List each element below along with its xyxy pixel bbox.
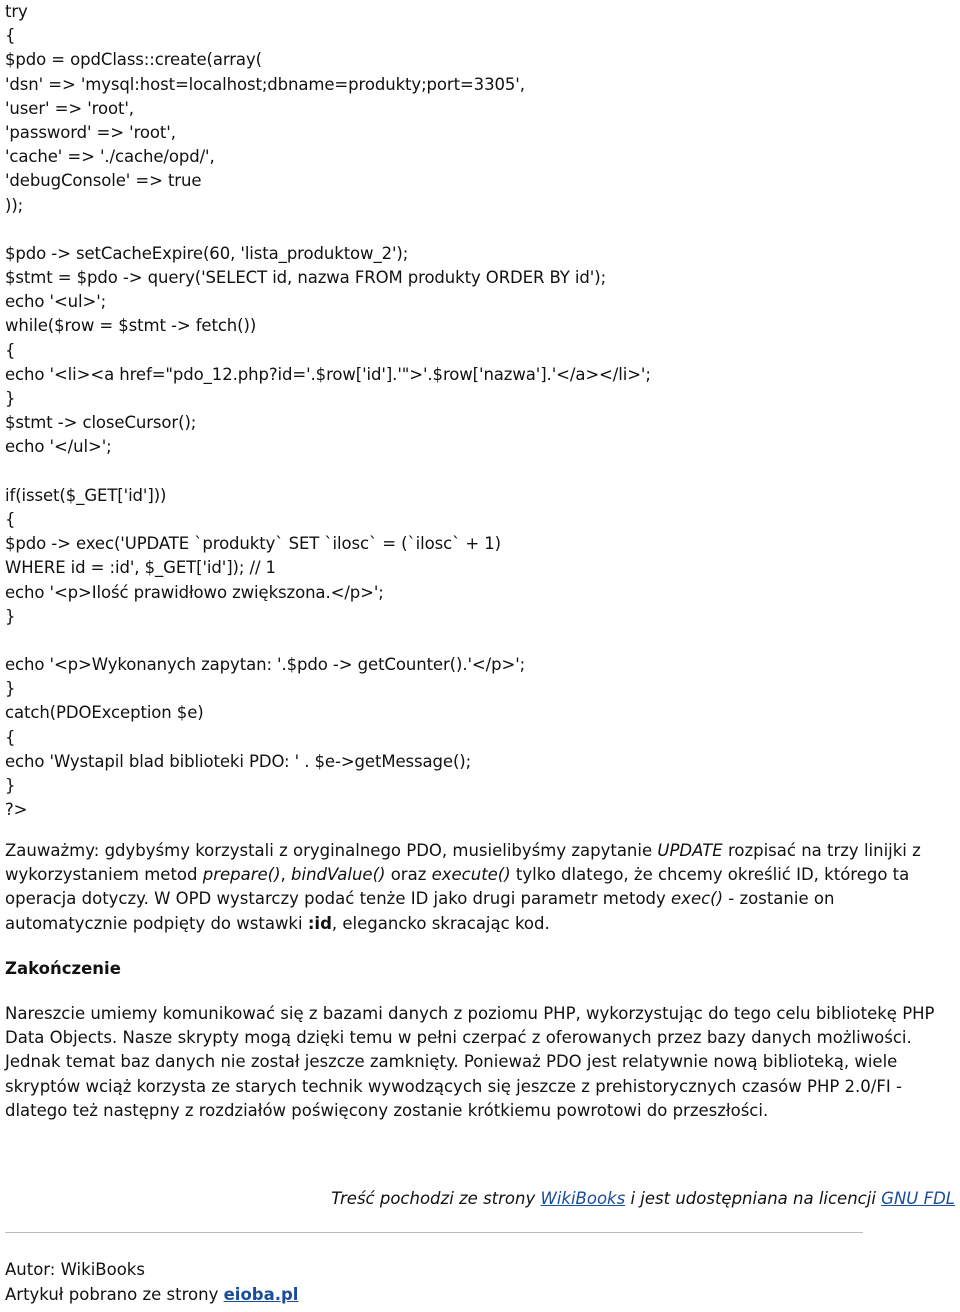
code-line: echo '<ul>'; [5,292,107,312]
gnu-fdl-link[interactable]: GNU FDL [881,1189,955,1208]
code-line: echo '</ul>'; [5,437,112,457]
code-line: { [5,509,16,529]
code-line: echo '<p>Wykonanych zapytan: '.$pdo -> getCounter().'</p>'; [5,655,526,675]
note-keyword-update: UPDATE [657,841,723,860]
license-prefix: Treść pochodzi ze strony [331,1189,541,1208]
note-paragraph [5,839,955,936]
note-text: Zauważmy: gdybyśmy korzystali z oryginalnego PDO, musielibyśmy zapytanie [5,841,658,860]
section-heading: Zakończenie [5,959,121,978]
code-line: } [5,389,16,408]
wikibooks-link[interactable]: WikiBooks [540,1189,626,1208]
code-line: 'user' => 'root', [5,98,134,118]
author-credit: Autor: WikiBooks [5,1260,145,1279]
code-line: catch(PDOException $e) [5,703,204,723]
code-line: { [5,340,16,360]
code-line: $stmt -> closeCursor(); [5,413,197,433]
note-text: , [280,865,292,885]
code-line: WHERE id = :id', $_GET['id']); // 1 [5,558,276,578]
conclusion-paragraph: Nareszcie umiemy komunikować się z bazami danych z poziomu PHP, wykorzystując do tego celu bibliotekę PHP Data Objects. Nasze skrypty mogą dzięki temu w pełni czerpać z oferowanych przez bazy danych możliwości. Jednak temat baz danych nie został jeszcze zamknięty. Ponieważ PDO jest relatywnie nową biblioteką, wiele skryptów wciąż korzysta ze starych technik wywodzących się jeszcze z prehistorycznych czasów PHP 2.0/FI - dlatego też następny z rozdziałów poświęcony zostanie krótkiemu powrotowi do przeszłości. [5,1004,935,1120]
code-line: } [5,606,16,626]
note-method-execute: execute() [431,865,511,885]
footer-divider [5,1232,863,1233]
code-line: try [5,2,28,21]
license-note [331,1187,955,1211]
code-line: echo '<li><a href="pdo_12.php?id='.$row['id'].'">'.$row['nazwa'].'</a></li>'; [5,364,651,384]
note-method-bindvalue: bindValue() [291,865,386,885]
code-line: 'password' => 'root', [5,122,176,142]
eioba-link[interactable]: eioba.pl [223,1285,299,1304]
code-line: } [5,776,16,795]
code-line: 'dsn' => 'mysql:host=localhost;dbname=produkty;port=3305', [5,74,525,94]
code-line: if(isset($_GET['id'])) [5,485,167,505]
code-line: $pdo = opdClass::create(array( [5,50,262,70]
code-line: $stmt = $pdo -> query('SELECT id, nazwa FROM produkty ORDER BY id'); [5,268,607,288]
code-line: )); [5,195,24,215]
code-line [5,460,955,484]
code-line: { [5,727,16,747]
note-text: - zostanie on automatycznie podpięty do wstawki [5,889,835,933]
note-method-exec: exec() [671,889,724,909]
code-line: { [5,26,16,46]
code-line: 'cache' => './cache/opd/', [5,147,215,167]
note-text: , elegancko skracając kod. [331,913,550,933]
source-credit [5,1283,298,1307]
source-credit-prefix: Artykuł pobrano ze strony [5,1285,224,1304]
note-method-prepare: prepare() [202,865,281,885]
code-line: echo 'Wystapil blad biblioteki PDO: ' . $e->getMessage(); [5,751,472,771]
code-line: $pdo -> exec('UPDATE `produkty` SET `ilosc` = (`ilosc` + 1) [5,534,501,554]
code-line [5,629,955,653]
code-line: echo '<p>Ilość prawidłowo zwiększona.</p>'; [5,582,384,602]
code-line: while($row = $stmt -> fetch()) [5,316,257,336]
note-text: oraz [385,865,432,885]
code-line: $pdo -> setCacheExpire(60, 'lista_produktow_2'); [5,243,409,263]
note-text: rozpisać na trzy linijki z wykorzystaniem metod [5,841,921,885]
code-listing [5,0,955,822]
note-text: tylko dlatego, że chcemy określić ID, którego ta operacja dotyczy. W OPD wystarczy podać tenże ID jako drugi parametr metody [5,865,910,909]
code-line: } [5,679,16,699]
code-line: 'debugConsole' => true [5,171,202,191]
code-line [5,218,955,242]
code-line: ?> [5,800,28,820]
document-page [5,0,955,1304]
note-placeholder-id: :id [307,913,332,933]
license-middle: i jest udostępniana na licencji [625,1189,882,1208]
